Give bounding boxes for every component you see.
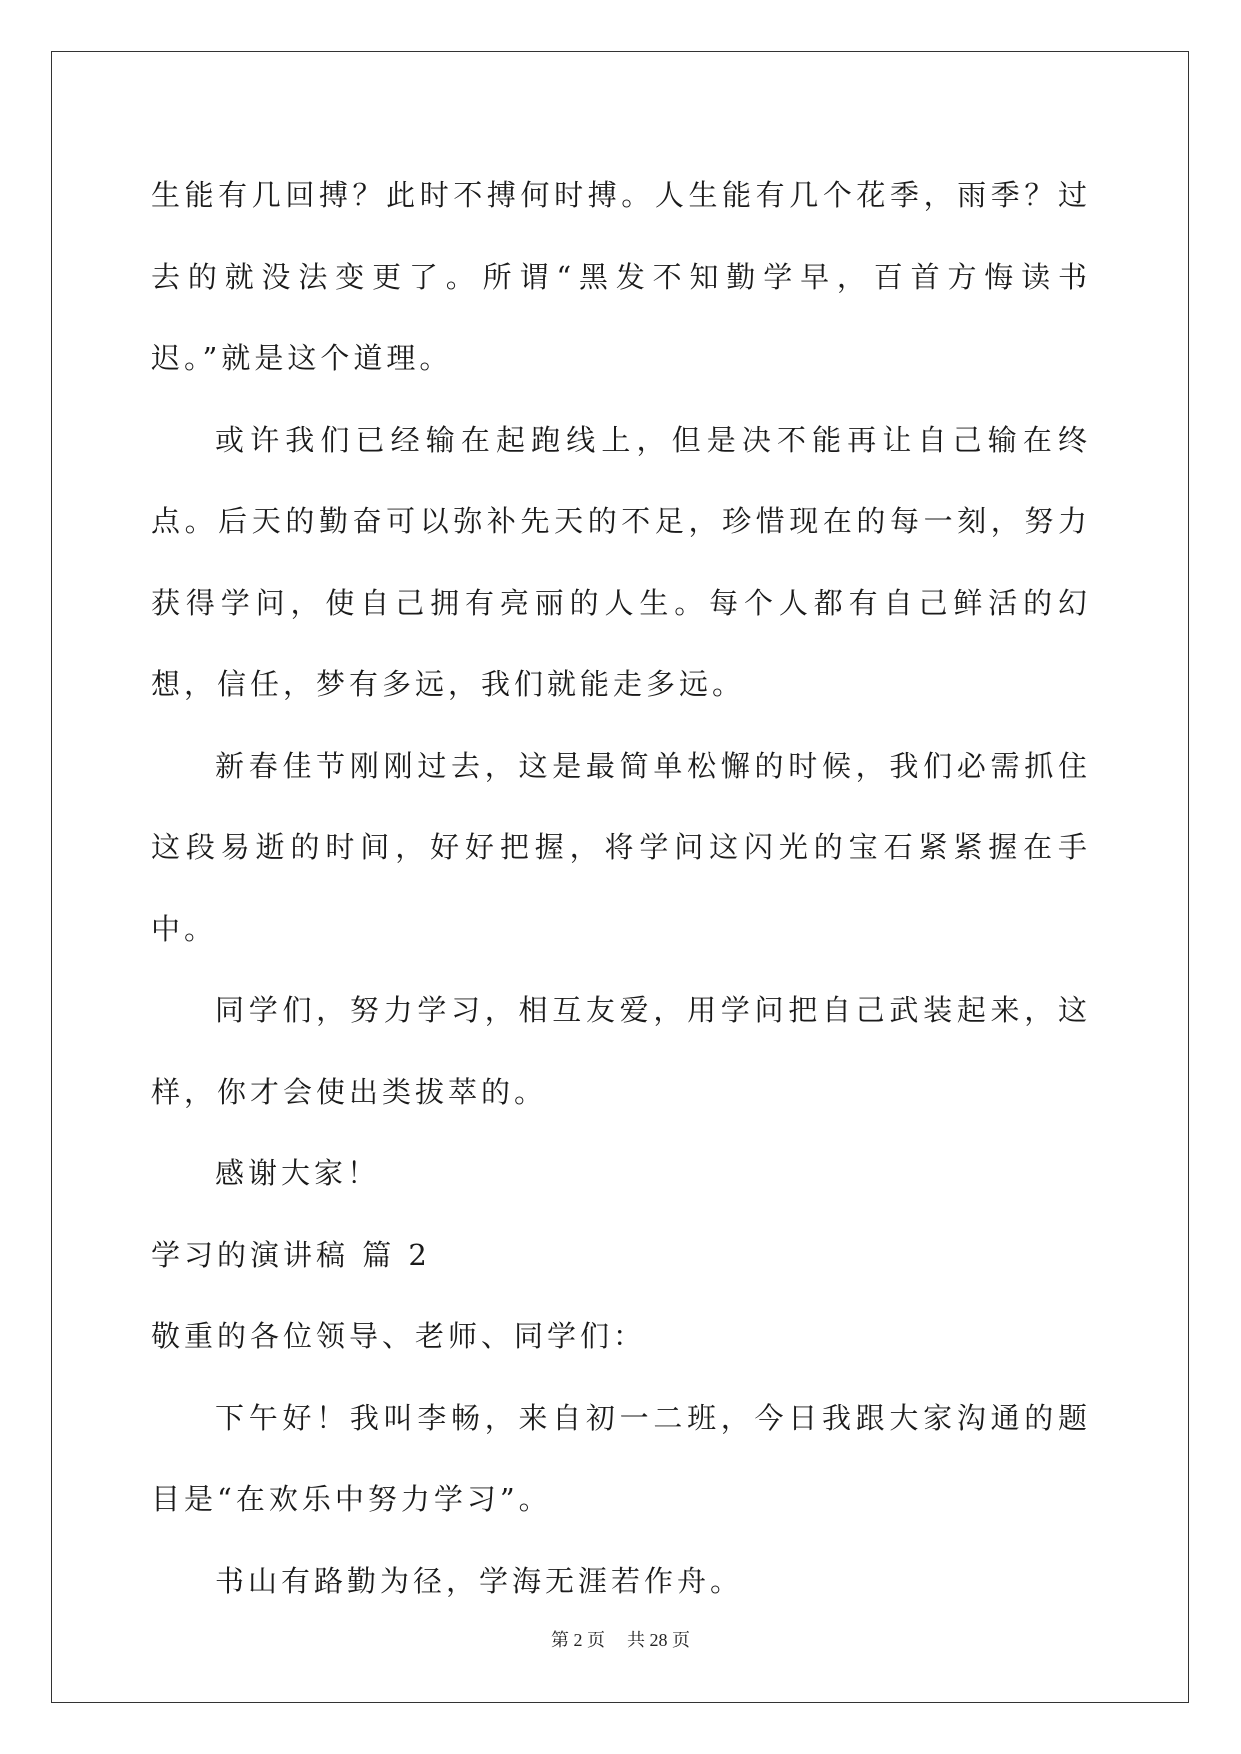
paragraph-proverb: 书山有路勤为径，学海无涯若作舟。 xyxy=(215,1563,744,1598)
paragraph-start-line: 或许我们已经输在起跑线上，但是决不能再让自己输在终点。后天的勤奋可以弥补先天的不足，珍惜现在的每一刻，努力获得学问，使自己拥有亮丽的人生。每个人都有自己鲜活的幻想，信任，梦有多远，我们就能走多远。 xyxy=(151,422,1091,701)
paragraph-classmates: 同学们，努力学习，相互友爱，用学问把自己武装起来，这样，你才会使出类拔萃的。 xyxy=(151,993,1091,1109)
page-footer xyxy=(0,1626,1241,1652)
salutation: 敬重的各位领导、老师、同学们： xyxy=(151,1319,647,1353)
document-body xyxy=(151,155,1091,1622)
paragraph-thanks: 感谢大家！ xyxy=(215,1156,381,1190)
paragraph-greeting: 下午好！我叫李畅，来自初一二班，今日我跟大家沟通的题目是“在欢乐中努力学习”。 xyxy=(151,1400,1091,1516)
section-heading: 学习的演讲稿 篇 2 xyxy=(151,1237,431,1272)
paragraph-continuation: 生能有几回搏？此时不搏何时搏。人生能有几个花季，雨季？过去的就没法变更了。所谓“黑发不知勤学早，百首方悔读书迟。”就是这个道理。 xyxy=(151,178,1091,375)
page-total: 共 28 页 xyxy=(627,1630,690,1650)
page-number: 第 2 页 xyxy=(551,1630,605,1650)
paragraph-new-year: 新春佳节刚刚过去，这是最简单松懈的时候，我们必需抓住这段易逝的时间，好好把握，将学问这闪光的宝石紧紧握在手中。 xyxy=(151,748,1091,946)
